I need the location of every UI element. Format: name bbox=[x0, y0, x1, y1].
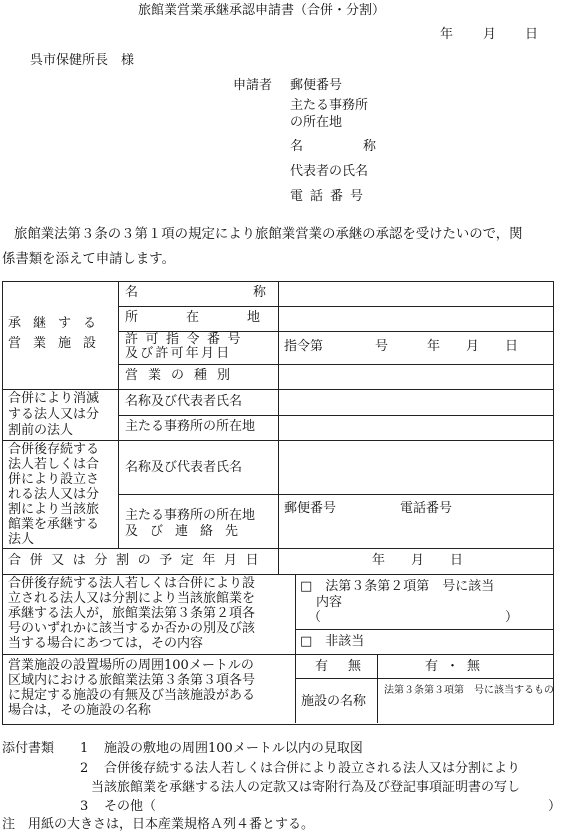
facility-label-1 bbox=[8, 317, 108, 332]
applicant-postal-text: 郵便番号 bbox=[290, 78, 343, 93]
applicant-name-label bbox=[290, 139, 437, 155]
document-title: 旅館業営業承継承認申請書（合併・分割） bbox=[138, 3, 386, 18]
q2-line-2: 区域内における旅館業法第３条第３項各号 bbox=[8, 673, 256, 688]
attachment-item-2-line-2: 当該旅館業を承継する法人の定款又は寄附行為及び登記事項証明書の写し bbox=[91, 780, 521, 795]
applicant-rep: 代表者の氏名 bbox=[290, 164, 369, 179]
q1-option-not-applicable[interactable]: □ 非該当 bbox=[300, 634, 365, 649]
date-day: 日 bbox=[525, 27, 539, 42]
attachment-item-2-line-1: 合併後存続する法人若しくは合併により設立される法人又は分割により bbox=[104, 761, 521, 776]
q1-line-5: 当する場合にあつては，その内容 bbox=[8, 636, 204, 651]
schedule-value: 年 月 日 bbox=[372, 553, 464, 568]
applicant-label: 申請者 bbox=[233, 78, 273, 93]
successor-label-3: 併により設立さ bbox=[8, 472, 100, 487]
permit-value: 指令第 号 年 月 日 bbox=[284, 339, 519, 354]
successor-office-label-2: 及び連絡先 bbox=[125, 524, 251, 539]
facility-label-2: 営業施設 bbox=[8, 336, 109, 351]
schedule-label: 合併又は分割の予定年月日 bbox=[8, 553, 268, 568]
attachment-number-3: 3 bbox=[80, 799, 89, 814]
q2-facility-value: 法第３条第３項第 号に該当するもの bbox=[384, 685, 554, 696]
q1-paren-close: ） bbox=[505, 610, 519, 625]
type-label: 営業の種別 bbox=[125, 368, 241, 383]
applicant-postal bbox=[290, 79, 380, 94]
permit-label-1: 許可指令番号 bbox=[125, 332, 249, 347]
merged-label-3: 割前の法人 bbox=[8, 423, 74, 438]
successor-label-1: 合併後存続する bbox=[8, 442, 100, 457]
q1-paren-open: （ bbox=[308, 610, 322, 625]
body-line-2: 係書類を添えて申請します。 bbox=[2, 252, 176, 267]
facility-label-1-text: 承継する bbox=[8, 316, 109, 331]
merged-office-label: 主たる事務所の所在地 bbox=[125, 419, 256, 434]
name-label: 名称 bbox=[125, 285, 382, 300]
applicant-office-line1: 主たる事務所 bbox=[290, 98, 369, 113]
q2-exist-value[interactable]: 有・無 bbox=[425, 659, 489, 674]
attachments-label: 添付書類 bbox=[2, 741, 55, 756]
successor-name-label: 名称及び代表者氏名 bbox=[125, 460, 243, 475]
applicant-name-text: 名称 bbox=[290, 139, 437, 154]
successor-label-6: 館業を承継する bbox=[8, 517, 100, 532]
successor-label-2: 法人若しくは合 bbox=[8, 457, 100, 472]
attachment-item-3-close: ） bbox=[548, 799, 562, 814]
successor-label-7: 法人 bbox=[8, 532, 35, 547]
body-line-1: 旅館業法第３条の３第１項の規定により旅館業営業の承継の承認を受けたいので，関 bbox=[14, 227, 523, 242]
q1-line-2: 立される法人又は分割により当該旅館業を bbox=[8, 591, 256, 606]
permit-label-2: 及び許可年月日 bbox=[125, 346, 232, 361]
q2-line-4: 場合は，その施設の名称 bbox=[8, 703, 152, 718]
q2-line-1: 営業施設の設置場所の周囲100メートルの bbox=[8, 658, 254, 673]
footer-note: 注 用紙の大きさは，日本産業規格Ａ列４番とする。 bbox=[2, 817, 315, 832]
merged-label-2: する法人又は分 bbox=[8, 407, 100, 422]
q2-exist-label: 有無 bbox=[315, 659, 382, 674]
q1-line-1: 合併後存続する法人若しくは合併により設 bbox=[8, 576, 256, 591]
merged-name-label: 名称及び代表者氏名 bbox=[125, 394, 243, 409]
applicant-office-line2: の所在地 bbox=[290, 115, 343, 130]
merged-label-1: 合併により消滅 bbox=[8, 391, 100, 406]
successor-postal: 郵便番号 bbox=[284, 501, 337, 516]
q2-line-3: に規定する施設の有無及び当該施設がある bbox=[8, 688, 256, 703]
attachment-number-2: 2 bbox=[80, 761, 89, 776]
successor-label-5: 割により当該旅 bbox=[8, 502, 100, 517]
q1-line-3: 承継する法人が，旅館業法第３条第２項各 bbox=[8, 606, 256, 621]
recipient: 呉市保健所長 様 bbox=[30, 53, 135, 68]
q1-detail-label: 内容 bbox=[316, 595, 343, 610]
date-year: 年 bbox=[440, 27, 454, 42]
successor-label-4: れる法人又は分 bbox=[8, 487, 100, 502]
q1-option-applicable[interactable]: □ 法第３条第２項第 号に該当 bbox=[300, 579, 495, 594]
q1-line-4: 号のいずれかに該当するか否かの別及び該 bbox=[8, 621, 256, 636]
applicant-phone: 電話番号 bbox=[290, 189, 371, 204]
q2-facility-label: 施設の名称 bbox=[301, 694, 367, 709]
attachment-number-1: 1 bbox=[80, 741, 89, 756]
successor-phone: 電話番号 bbox=[400, 501, 453, 516]
attachment-item-1: 施設の敷地の周囲100メートル以内の見取図 bbox=[104, 741, 363, 756]
successor-office-label-1: 主たる事務所の所在地 bbox=[125, 508, 256, 523]
date-month: 月 bbox=[483, 27, 497, 42]
attachment-item-3: その他（ bbox=[104, 799, 157, 814]
location-label: 所在地 bbox=[125, 310, 309, 325]
